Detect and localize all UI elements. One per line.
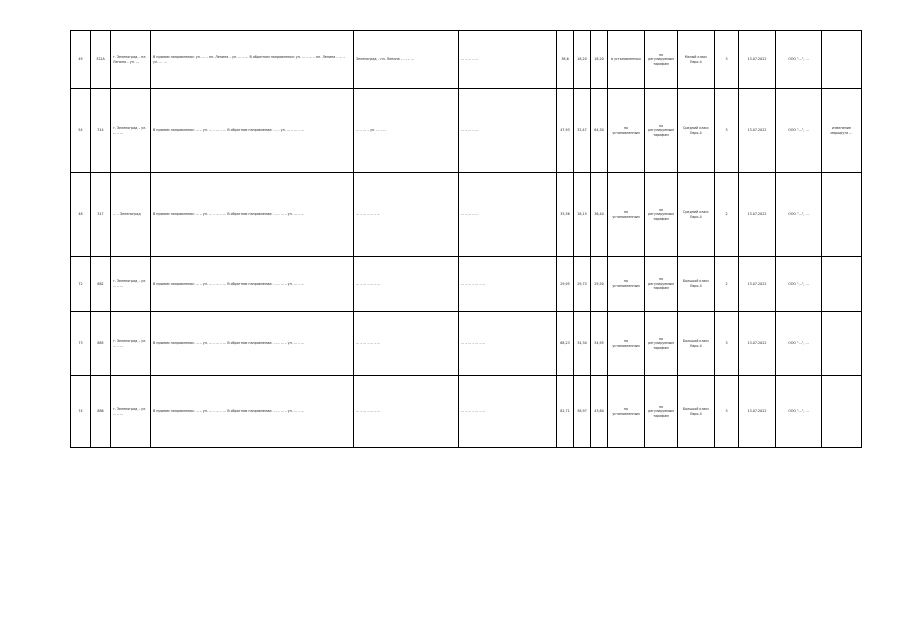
route-name-cell: … – Зеленоград xyxy=(111,173,151,257)
route-code-cell: 885 xyxy=(91,312,111,376)
regulation-type-cell: по регулируемым тарифам xyxy=(645,312,678,376)
carrier-cell: ООО "…", … xyxy=(776,89,822,173)
route-path-cell: В прямом направлении: … – ул. … – … – … В обратном направлении: … – ул. … – … – … xyxy=(151,89,354,173)
route-length-return-cell: 43,80 xyxy=(591,376,608,448)
carrier-cell: ООО "…", … xyxy=(776,257,822,312)
table-row xyxy=(71,89,862,173)
stop-order-cell: по установленным xyxy=(608,376,645,448)
regulation-type-cell: по регулируемым тарифам xyxy=(645,31,678,89)
route-length-cell: 68,23 xyxy=(557,312,574,376)
row-number-cell: 54 xyxy=(71,89,91,173)
vehicle-count-cell: 2 xyxy=(715,173,739,257)
route-code-cell: 322А xyxy=(91,31,111,89)
route-path-cell: В прямом направлении: … – ул. … – … – … В обратном направлении: … – … – ул. … – … xyxy=(151,173,354,257)
vehicle-count-cell: 2 xyxy=(715,257,739,312)
route-length-forward-cell: 29,75 xyxy=(574,257,591,312)
stop-order-cell: по установленным xyxy=(608,89,645,173)
table-row xyxy=(71,312,862,376)
route-stops-cell: … – … – … – … xyxy=(354,257,459,312)
route-length-return-cell: 36,40 xyxy=(591,173,608,257)
route-length-forward-cell: 34,30 xyxy=(574,312,591,376)
route-stops-cell: … – … – … – … xyxy=(354,376,459,448)
regulation-type-cell: по регулируемым тарифам xyxy=(645,173,678,257)
vehicle-class-cell: Большой класс Евро-4 xyxy=(678,376,715,448)
route-register-table xyxy=(70,30,862,448)
route-stops-return-cell: … – … – … – … xyxy=(459,376,557,448)
route-stops-cell: … – … – … – … xyxy=(354,312,459,376)
route-name-cell: г. Зеленоград – ул. … – … xyxy=(111,376,151,448)
route-length-return-cell: 18,20 xyxy=(591,31,608,89)
regulation-type-cell: по регулируемым тарифам xyxy=(645,257,678,312)
carrier-cell: ООО "…", … xyxy=(776,31,822,89)
notes-cell xyxy=(822,31,862,89)
vehicle-count-cell: 3 xyxy=(715,89,739,173)
row-number-cell: 74 xyxy=(71,376,91,448)
route-length-cell: 82,71 xyxy=(557,376,574,448)
route-length-cell: 47,93 xyxy=(557,89,574,173)
route-name-cell: г. Зеленоград – ул. … – … xyxy=(111,312,151,376)
start-date-cell: 13.07.2022 xyxy=(739,173,776,257)
route-stops-cell: Зеленоград – пл. Ленина – … – … xyxy=(354,31,459,89)
route-length-return-cell: 64,30 xyxy=(591,89,608,173)
notes-cell xyxy=(822,376,862,448)
route-code-cell: 882 xyxy=(91,257,111,312)
carrier-cell: ООО "…", … xyxy=(776,376,822,448)
table-row xyxy=(71,257,862,312)
start-date-cell: 13.07.2022 xyxy=(739,89,776,173)
regulation-type-cell: по регулируемым тарифам xyxy=(645,376,678,448)
route-length-forward-cell: 18,20 xyxy=(574,31,591,89)
vehicle-class-cell: Большой класс Евро-4 xyxy=(678,312,715,376)
route-name-cell: г. Зеленоград – пл. Ленина – ул. … xyxy=(111,31,151,89)
route-length-return-cell: 29,50 xyxy=(591,257,608,312)
stop-order-cell: по установленным xyxy=(608,312,645,376)
route-length-forward-cell: 38,97 xyxy=(574,376,591,448)
route-length-cell: 35,56 xyxy=(557,173,574,257)
route-stops-cell: … – … – … – … xyxy=(354,173,459,257)
vehicle-class-cell: Малый класс Евро-4 xyxy=(678,31,715,89)
notes-cell xyxy=(822,257,862,312)
stop-order-cell: по установленным xyxy=(608,173,645,257)
start-date-cell: 13.07.2022 xyxy=(739,31,776,89)
route-stops-return-cell: … – … – … xyxy=(459,89,557,173)
route-code-cell: 317 xyxy=(91,173,111,257)
row-number-cell: 49 xyxy=(71,31,91,89)
row-number-cell: 73 xyxy=(71,312,91,376)
vehicle-count-cell: 3 xyxy=(715,376,739,448)
notes-cell xyxy=(822,173,862,257)
route-length-cell: 29,95 xyxy=(557,257,574,312)
route-stops-return-cell: … – … – … xyxy=(459,31,557,89)
route-stops-cell: … – … – ул. … – … xyxy=(354,89,459,173)
route-stops-return-cell: … – … – … – … xyxy=(459,257,557,312)
route-stops-return-cell: … – … – … xyxy=(459,173,557,257)
regulation-type-cell: по регулируемым тарифам xyxy=(645,89,678,173)
start-date-cell: 13.07.2022 xyxy=(739,257,776,312)
route-code-cell: 886 xyxy=(91,376,111,448)
table-row xyxy=(71,173,862,257)
table-row xyxy=(71,31,862,89)
route-code-cell: 314 xyxy=(91,89,111,173)
row-number-cell: 48 xyxy=(71,173,91,257)
carrier-cell: ООО "…", … xyxy=(776,312,822,376)
stop-order-cell: по установленным xyxy=(608,257,645,312)
route-length-forward-cell: 32,47 xyxy=(574,89,591,173)
route-path-cell: В прямом направлении: … – ул. … – … – … В обратном направлении: … – … – ул. … – … xyxy=(151,257,354,312)
notes-cell: изменение маршрута … xyxy=(822,89,862,173)
route-path-cell: В прямом направлении: … – ул. … – … – … В обратном направлении: … – … – ул. … – … xyxy=(151,312,354,376)
table-row xyxy=(71,376,862,448)
row-number-cell: 72 xyxy=(71,257,91,312)
route-length-forward-cell: 18,15 xyxy=(574,173,591,257)
start-date-cell: 13.07.2022 xyxy=(739,312,776,376)
vehicle-class-cell: Средний класс Евро-4 xyxy=(678,173,715,257)
vehicle-count-cell: 3 xyxy=(715,312,739,376)
notes-cell xyxy=(822,312,862,376)
route-stops-return-cell: … – … – … – … xyxy=(459,312,557,376)
route-name-cell: г. Зеленоград – ул. … – … xyxy=(111,257,151,312)
route-length-return-cell: 34,95 xyxy=(591,312,608,376)
route-name-cell: г. Зеленоград – ул. … – … xyxy=(111,89,151,173)
table-body xyxy=(71,31,862,448)
route-path-cell: В прямом направлении: … – ул. … – … – … В обратном направлении: … – … – ул. … – … xyxy=(151,376,354,448)
carrier-cell: ООО "…", … xyxy=(776,173,822,257)
vehicle-class-cell: Большой класс Евро-4 xyxy=(678,257,715,312)
stop-order-cell: в установленных xyxy=(608,31,645,89)
start-date-cell: 13.07.2022 xyxy=(739,376,776,448)
route-length-cell: 38,6 xyxy=(557,31,574,89)
vehicle-class-cell: Средний класс Евро-4 xyxy=(678,89,715,173)
vehicle-count-cell: 3 xyxy=(715,31,739,89)
route-path-cell: В прямом направлении: ул. … – пл. Ленина – ул. … – … В обратном направлении: ул. … – … – пл. Ленина – … – ул. … … xyxy=(151,31,354,89)
